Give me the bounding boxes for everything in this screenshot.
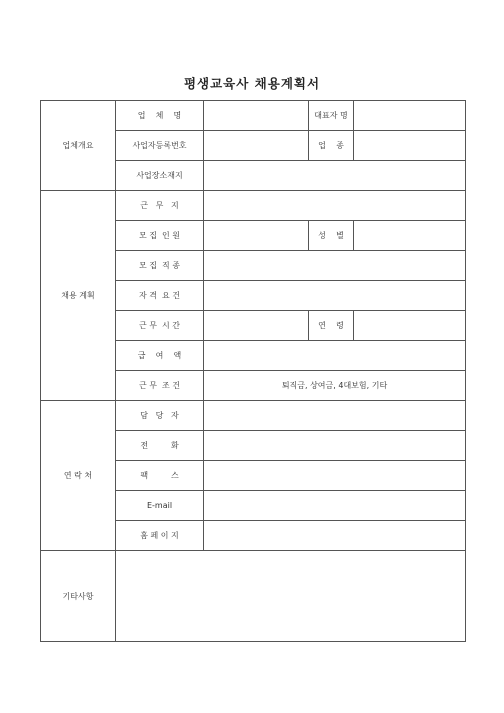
- section-hiring: 채용 계획: [41, 191, 116, 401]
- section-contact: 연 락 처: [41, 401, 116, 551]
- field-person-in-charge[interactable]: [204, 401, 466, 431]
- field-email[interactable]: [204, 491, 466, 521]
- field-recruit-job[interactable]: [204, 251, 466, 281]
- label-work-location: 근 무 지: [116, 191, 204, 221]
- label-salary: 급 여 액: [116, 341, 204, 371]
- label-work-conditions: 근 무 조 건: [116, 371, 204, 401]
- label-gender: 성 별: [309, 221, 354, 251]
- field-work-location[interactable]: [204, 191, 466, 221]
- field-work-conditions[interactable]: 퇴직금, 상여금, 4대보험, 기타: [204, 371, 466, 401]
- field-fax[interactable]: [204, 461, 466, 491]
- label-company-name: 업 체 명: [116, 101, 204, 131]
- label-recruit-job: 모 집 직 종: [116, 251, 204, 281]
- row-other: [41, 551, 466, 642]
- field-business-address[interactable]: [204, 161, 466, 191]
- field-representative[interactable]: [354, 101, 466, 131]
- label-fax: 팩 스: [116, 461, 204, 491]
- label-age: 연 령: [309, 311, 354, 341]
- hiring-plan-form: [40, 100, 466, 642]
- field-age[interactable]: [354, 311, 466, 341]
- label-business-reg-no: 사업자등록번호: [116, 131, 204, 161]
- page-title: 평생교육사 채용계획서: [183, 76, 321, 91]
- label-email: E-mail: [116, 491, 204, 521]
- field-work-hours[interactable]: [204, 311, 309, 341]
- label-homepage: 홈 페 이 지: [116, 521, 204, 551]
- label-qualifications: 자 격 요 건: [116, 281, 204, 311]
- label-representative: 대표자 명: [309, 101, 354, 131]
- field-phone[interactable]: [204, 431, 466, 461]
- row-work-location: [41, 191, 466, 221]
- field-salary[interactable]: [204, 341, 466, 371]
- label-work-hours: 근 무 시 간: [116, 311, 204, 341]
- field-recruit-count[interactable]: [204, 221, 309, 251]
- label-recruit-count: 모 집 인 원: [116, 221, 204, 251]
- field-homepage[interactable]: [204, 521, 466, 551]
- field-business-reg-no[interactable]: [204, 131, 309, 161]
- field-qualifications[interactable]: [204, 281, 466, 311]
- row-person-in-charge: [41, 401, 466, 431]
- field-industry[interactable]: [354, 131, 466, 161]
- label-person-in-charge: 담 당 자: [116, 401, 204, 431]
- label-industry: 업 종: [309, 131, 354, 161]
- label-phone: 전 화: [116, 431, 204, 461]
- label-business-address: 사업장소재지: [116, 161, 204, 191]
- row-company-name: [41, 101, 466, 131]
- field-other[interactable]: [116, 551, 466, 642]
- field-gender[interactable]: [354, 221, 466, 251]
- field-company-name[interactable]: [204, 101, 309, 131]
- section-company: 업체개요: [41, 101, 116, 191]
- section-other: 기타사항: [41, 551, 116, 642]
